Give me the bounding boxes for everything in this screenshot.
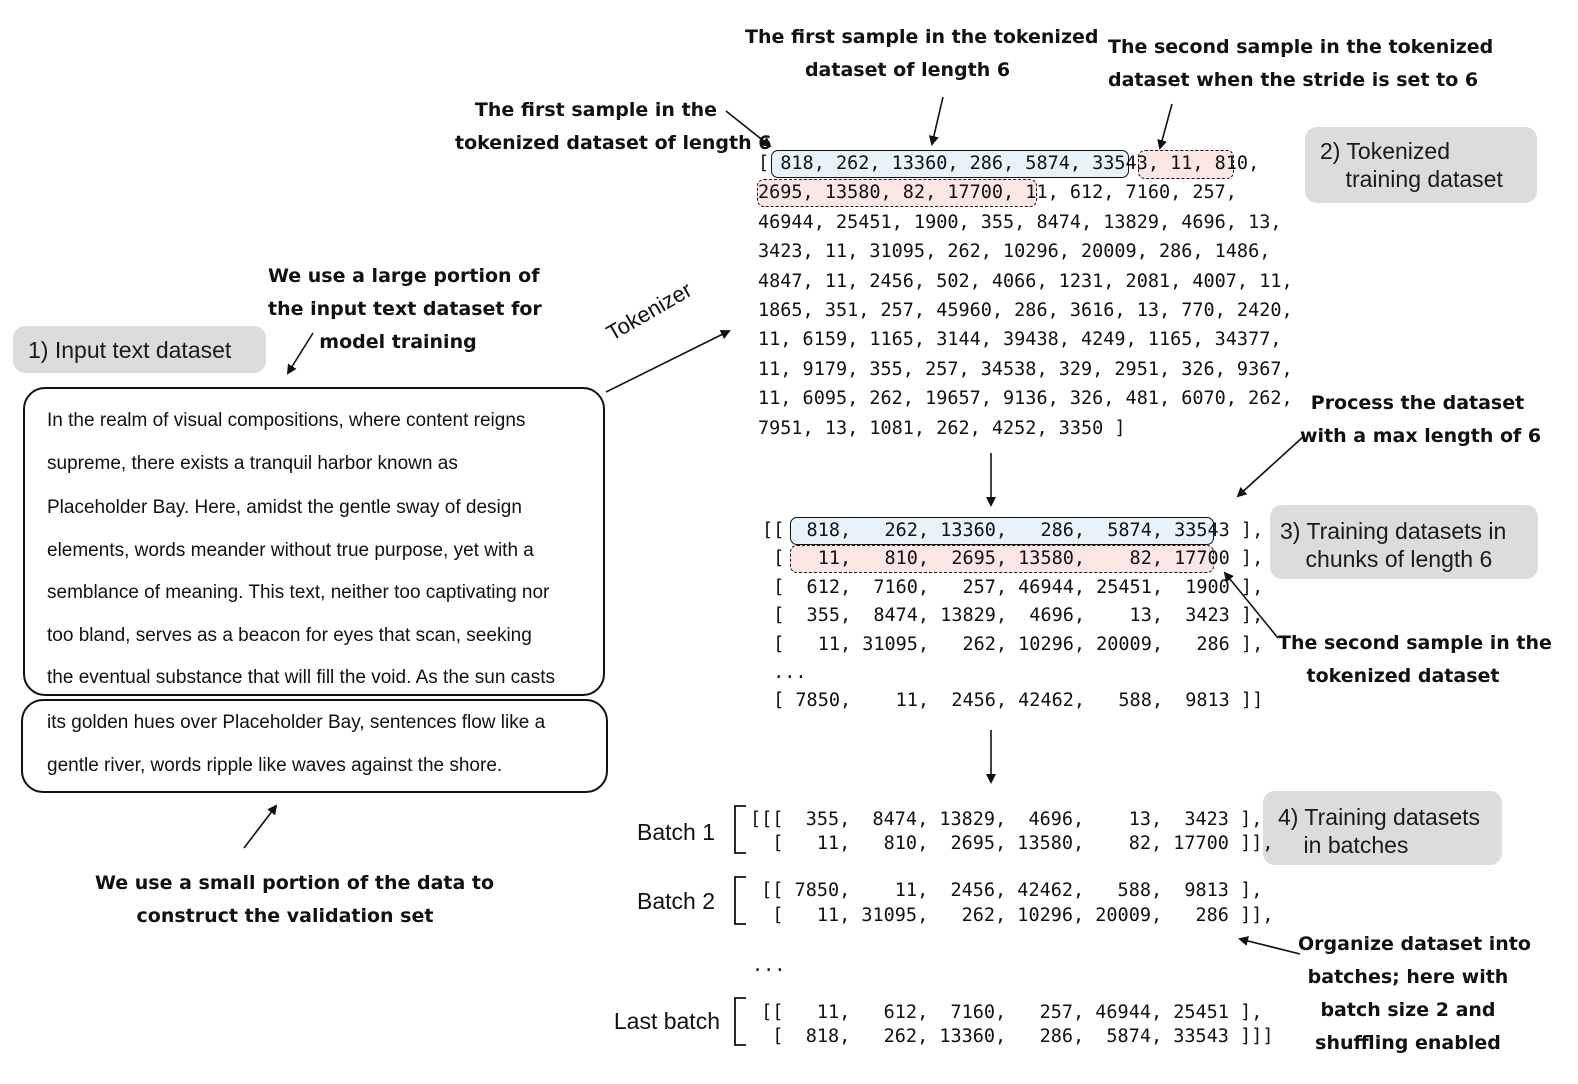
text-line: gentle river, words ripple like waves against the shore. (47, 755, 503, 776)
chunk-line: [ 355, 8474, 13829, 4696, 13, 3423 ], (762, 605, 1264, 626)
tokenized-line: 2695, 13580, 82, 17700, 11, 612, 7160, 257, (758, 182, 1237, 203)
batch-1-line: [ 11, 810, 2695, 13580, 82, 17700 ]], (750, 833, 1274, 854)
tokenized-line: 3423, 11, 31095, 262, 10296, 20009, 286, 1486, (758, 241, 1271, 262)
annotation-first-sample-left: The first sample in the tokenized dataset of length 6 (455, 99, 772, 154)
text-line: supreme, there exists a tranquil harbor known as (47, 453, 458, 474)
chunk-line: [ 11, 31095, 262, 10296, 20009, 286 ], (762, 634, 1264, 655)
batch-2-line: [[ 7850, 11, 2456, 42462, 588, 9813 ], (750, 880, 1263, 901)
arrow-organize (1240, 939, 1300, 954)
arrow-large-portion (288, 333, 313, 373)
stage-training-batches: 4) Training datasets in batches (1263, 791, 1502, 865)
arrow-first-sample-left (726, 111, 770, 146)
annotation-organize-batches: Organize dataset into batches; here with batch size 2 and shuffling enabled (1298, 933, 1531, 1054)
chunk-line: [ 612, 7160, 257, 46944, 25451, 1900 ], (762, 577, 1264, 598)
tokenized-line: 11, 9179, 355, 257, 34538, 329, 2951, 326, 9367, (758, 359, 1293, 380)
batch-1-bracket (735, 806, 746, 853)
text-line: its golden hues over Placeholder Bay, sentences flow like a (47, 712, 546, 733)
tokenized-line: 11, 6159, 1165, 3144, 39438, 4249, 1165, 34377, (758, 329, 1282, 350)
arrow-tokenizer (606, 331, 729, 392)
batch-2-label: Batch 2 (637, 888, 715, 914)
stage-training-chunks: 3) Training datasets in chunks of length 6 (1270, 505, 1538, 579)
tokenized-line: 11, 6095, 262, 19657, 9136, 326, 481, 6070, 262, (758, 388, 1293, 409)
last-batch-line: [[ 11, 612, 7160, 257, 46944, 25451 ], (750, 1002, 1263, 1023)
arrow-first-sample-top (932, 97, 943, 144)
text-line: In the realm of visual compositions, where content reigns (47, 410, 526, 431)
chunk-line: [ 7850, 11, 2456, 42462, 588, 9813 ]] (762, 690, 1264, 711)
tokenized-line: 7951, 13, 1081, 262, 4252, 3350 ] (758, 418, 1126, 439)
tokenizer-label: Tokenizer (602, 276, 697, 346)
last-batch-bracket (735, 998, 746, 1045)
annotation-small-portion: We use a small portion of the data to construct the validation set (95, 872, 495, 927)
tokenized-line: 1865, 351, 257, 45960, 286, 3616, 13, 770, 2420, (758, 300, 1293, 321)
batch-1-line: [[[ 355, 8474, 13829, 4696, 13, 3423 ], (750, 809, 1263, 830)
stage-input-text-dataset: 1) Input text dataset (13, 326, 266, 373)
batch-2-line: [ 11, 31095, 262, 10296, 20009, 286 ]], (750, 905, 1274, 926)
tokenized-line: [ 818, 262, 13360, 286, 5874, 33543, 11, 810, (758, 153, 1260, 174)
chunk-line: [[ 818, 262, 13360, 286, 5874, 33543 ], (762, 520, 1264, 541)
arrow-second-sample-top (1160, 104, 1172, 148)
text-line: elements, words meander without true purpose, yet with a (47, 540, 534, 561)
annotation-first-sample-top: The first sample in the tokenized dataset of length 6 (745, 26, 1099, 81)
text-line: semblance of meaning. This text, neither too captivating nor (47, 582, 550, 603)
chunk-line: ... (762, 662, 807, 683)
annotation-large-portion: We use a large portion of the input text dataset for model training (268, 265, 542, 353)
arrow-small-portion (244, 806, 276, 848)
text-line: Placeholder Bay. Here, amidst the gentle sway of design (47, 497, 522, 518)
text-line: the eventual substance that will fill the void. As the sun casts (47, 667, 556, 688)
tokenized-line: 4847, 11, 2456, 502, 4066, 1231, 2081, 4007, 11, (758, 271, 1293, 292)
arrow-second-sample-chunks (1225, 573, 1278, 638)
annotation-process-max-length: Process the dataset with a max length of 6 (1300, 392, 1542, 447)
chunk-line: [ 11, 810, 2695, 13580, 82, 17700 ], (762, 548, 1264, 569)
batch-1-label: Batch 1 (637, 819, 715, 845)
annotation-second-sample-top: The second sample in the tokenized dataset when the stride is set to 6 (1108, 36, 1494, 91)
text-line: too bland, serves as a beacon for eyes that scan, seeking (47, 625, 532, 646)
last-batch-line: [ 818, 262, 13360, 286, 5874, 33543 ]]] (750, 1026, 1274, 1047)
arrow-process-max (1238, 436, 1304, 496)
batch-2-bracket (735, 877, 746, 924)
annotation-second-sample-chunks: The second sample in the tokenized dataset (1278, 632, 1552, 687)
stage-tokenized-training-dataset: 2) Tokenized training dataset (1305, 127, 1537, 203)
batch-ellipsis: ... (752, 955, 786, 976)
tokenized-line: 46944, 25451, 1900, 355, 8474, 13829, 4696, 13, (758, 212, 1282, 233)
last-batch-label: Last batch (613, 1008, 720, 1034)
